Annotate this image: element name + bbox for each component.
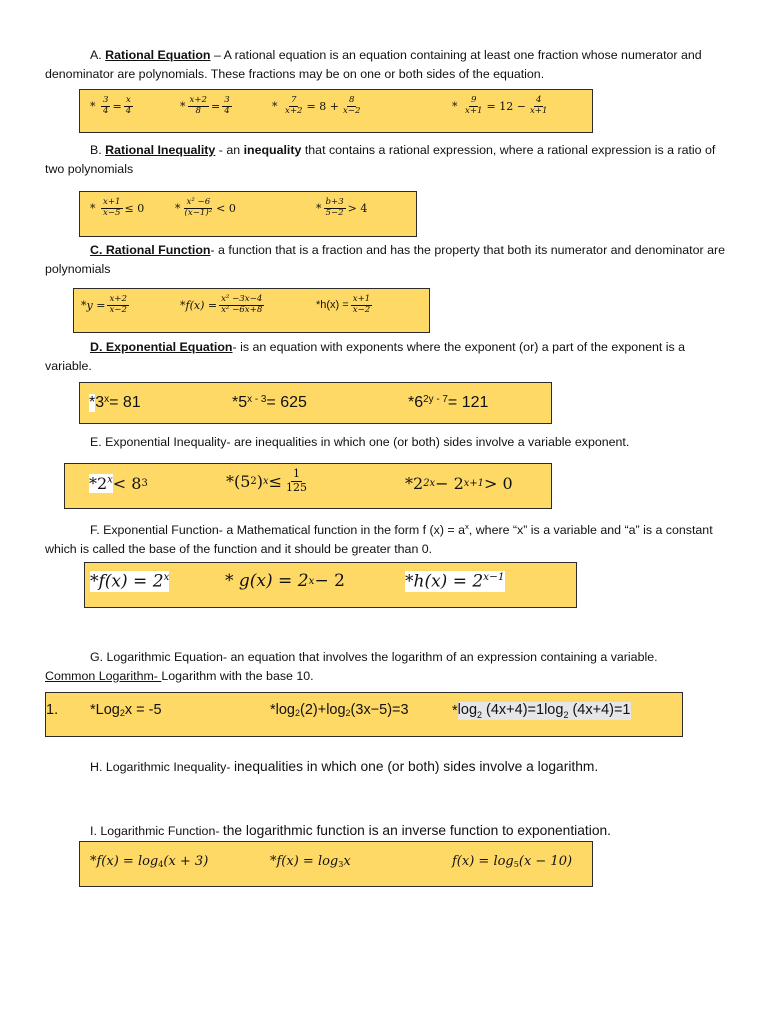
section-b-text: B. Rational Inequality - an inequality that contains a rational expression, where a rational expression is a ratio of two polynomials (45, 143, 716, 176)
example-i2: * f(x) = log $_3$ x (270, 854, 351, 869)
example-i3: f(x) = log $_5$ (x − 10) (452, 854, 573, 869)
example-a2: * $\frac{x+2}{8}$ = $\frac{3}{4}$ (180, 95, 230, 116)
example-d3: * 6 $^{2y - 7}$ = 121 (408, 394, 489, 411)
example-e1: *2$^x$ < 8 3 (89, 474, 148, 493)
section-i-text: I. Logarithmic Function- the logarithmic function is an inverse function to exponentiation. (90, 823, 611, 838)
example-g3: * $\log_2 (4x+4)=1\log_2$ (4x+4)=1 (452, 702, 631, 720)
example-b3: * $\frac{b+3}{5-2}$ > 4 (316, 197, 368, 218)
example-f3: $*h(x) = 2^{x-1}$ (405, 571, 505, 592)
example-a1: * $\frac{3}{4}$ = $\frac{x}{4}$ (90, 95, 132, 116)
example-f2: * g(x) = 2 x − 2 (225, 571, 345, 591)
term-exponential-equation: D. Exponential Equation (90, 340, 233, 354)
examples-exponential-function (84, 562, 577, 608)
section-e-text: E. Exponential Inequality- are inequalities in which one (or both) sides involve a variable exponent. (90, 435, 630, 449)
section-c-text: C. Rational Function- a function that is a fraction and has the property that both its numerator and denominator are polynomials (45, 243, 725, 276)
examples-rational-inequality (79, 191, 417, 237)
examples-logarithmic-function (79, 841, 593, 887)
section-g-text: G. Logarithmic Equation- an equation that involves the logarithm of an expression containing a variable. Common Logarithm- Logarithm with the base 10. (45, 650, 658, 683)
example-b2: * $\frac{\text{x² −6}}{\text{(x−1)²}}$ < 0 (175, 197, 236, 218)
term-common-logarithm: Common Logarithm- (45, 669, 162, 683)
term-rational-inequality: Rational Inequality (105, 143, 216, 157)
example-d1: * 3 $^x$ = 81 (89, 394, 141, 411)
examples-rational-function (73, 288, 430, 333)
example-i1: * f(x) = log $_4$ (x + 3) (90, 854, 209, 869)
examples-logarithmic-equation (45, 692, 683, 737)
example-f1: $*f(x) = 2^x$ (90, 571, 170, 592)
section-f-text: F. Exponential Function- a Mathematical function in the form f $(x) = a^x$, where “x” is a variable and “a” is a constant which is called the base of the function and it should be greater than 0. (45, 522, 713, 557)
example-c1: *y = $\frac{x+2}{x-2}$ (81, 294, 127, 315)
example-d2: * 5 $^{x - 3}$ = 625 (232, 394, 307, 411)
example-e2: *(5 2 ) x ≤ $\frac{1}{125}$ (226, 467, 307, 494)
example-c3: *h(x) = $\frac{x+1}{x-2}$ (316, 294, 371, 315)
example-a3: * $\frac{7}{x+2}$ = 8 + $\frac{8}{x-2}$ (272, 95, 361, 116)
example-g-number: 1. (46, 702, 59, 718)
example-g1: *Log $_2$ x = -5 (90, 702, 162, 718)
example-c2: *f(x) = $\frac{\text{x² −3x−4}}{\text{x² −6x+8}}$ (180, 294, 263, 315)
examples-exponential-equation (79, 382, 552, 424)
section-h-text: H. Logarithmic Inequality- inequalities in which one (or both) sides involve a logarithm. (90, 759, 599, 774)
example-g2: *log $_2$ (2)+log $_2$ (3x−5)=3 (270, 702, 409, 718)
examples-rational-equation (79, 89, 593, 133)
example-b1: * $\frac{x+1}{x-5}$ ≤ 0 (90, 197, 145, 218)
examples-exponential-inequality (64, 463, 552, 509)
term-rational-function: C. Rational Function (90, 243, 211, 257)
section-d-text: D. Exponential Equation- is an equation with exponents where the exponent (or) a part of the exponent is a variable. (45, 340, 686, 373)
example-e3: *2 2x − 2 x+1 > 0 (405, 474, 513, 493)
example-a4: * $\frac{9}{x+1}$ = 12 − $\frac{4}{x+1}$ (452, 95, 548, 116)
section-a-text: A. Rational Equation – A rational equation is an equation containing at least one fraction whose numerator and denominator are polynomials. These fractions may be on one or both sides of the equation. (45, 48, 702, 81)
term-rational-equation: Rational Equation (105, 48, 211, 62)
